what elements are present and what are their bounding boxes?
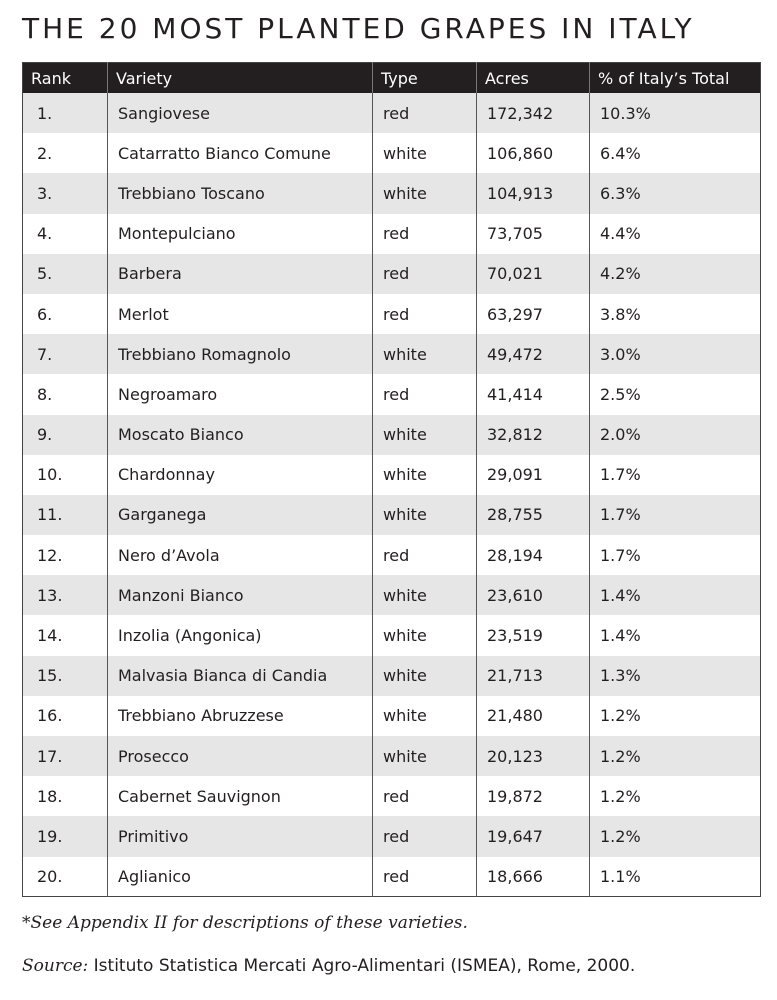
cell-type: white — [373, 133, 477, 173]
cell-variety: Prosecco — [108, 736, 373, 776]
cell-variety: Montepulciano — [108, 214, 373, 254]
cell-rank: 17. — [23, 736, 108, 776]
cell-percent: 1.4% — [590, 575, 761, 615]
cell-percent: 6.4% — [590, 133, 761, 173]
cell-percent: 6.3% — [590, 173, 761, 213]
cell-type: white — [373, 736, 477, 776]
header-variety: Variety — [108, 63, 373, 94]
cell-rank: 6. — [37, 304, 53, 324]
cell-rank: 16. — [37, 706, 63, 726]
cell-rank: 7. — [23, 334, 108, 374]
cell-percent: 1.2% — [590, 816, 761, 856]
header-type: Type — [373, 63, 477, 94]
cell-type: white — [373, 696, 477, 736]
cell-acres: 18,666 — [477, 857, 590, 897]
cell-rank: 11. — [23, 495, 108, 535]
table-row — [23, 736, 761, 776]
table-row — [23, 214, 761, 254]
cell-rank: 12. — [37, 545, 63, 565]
cell-rank: 3. — [23, 173, 108, 213]
cell-type: white — [373, 495, 477, 535]
cell-acres: 28,194 — [477, 535, 590, 575]
table-row — [23, 133, 761, 173]
cell-variety: Garganega — [108, 495, 373, 535]
cell-percent: 10.3% — [590, 93, 761, 133]
cell-type: white — [373, 173, 477, 213]
cell-acres: 172,342 — [477, 93, 590, 133]
cell-type: red — [373, 857, 477, 897]
cell-acres: 29,091 — [477, 455, 590, 495]
table-row — [23, 615, 761, 655]
cell-rank: 18. — [37, 786, 63, 806]
cell-type: red — [373, 374, 477, 414]
table-row — [23, 776, 761, 816]
grapes-table — [22, 62, 761, 897]
cell-type: white — [373, 334, 477, 374]
cell-type: red — [373, 816, 477, 856]
cell-percent: 1.1% — [590, 857, 761, 897]
cell-acres: 32,812 — [477, 415, 590, 455]
cell-type: white — [373, 415, 477, 455]
table-row — [23, 415, 761, 455]
header-rank: Rank — [23, 63, 108, 94]
cell-type: white — [373, 575, 477, 615]
cell-percent: 1.2% — [590, 776, 761, 816]
cell-type: red — [373, 93, 477, 133]
cell-acres: 23,519 — [477, 615, 590, 655]
cell-type: red — [373, 254, 477, 294]
cell-variety: Moscato Bianco — [108, 415, 373, 455]
cell-variety: Nero d’Avola — [108, 535, 373, 575]
table-row — [23, 455, 761, 495]
table-header-row — [23, 63, 761, 94]
cell-rank: 19. — [23, 816, 108, 856]
cell-acres: 104,913 — [477, 173, 590, 213]
cell-variety: Chardonnay — [108, 455, 373, 495]
table-row — [23, 294, 761, 334]
cell-percent: 1.7% — [590, 455, 761, 495]
cell-percent: 3.8% — [590, 294, 761, 334]
cell-rank: 9. — [23, 415, 108, 455]
cell-acres: 20,123 — [477, 736, 590, 776]
cell-type: red — [373, 535, 477, 575]
cell-type: red — [373, 214, 477, 254]
cell-percent: 2.0% — [590, 415, 761, 455]
cell-acres: 21,713 — [477, 656, 590, 696]
cell-rank: 15. — [23, 656, 108, 696]
cell-variety: Trebbiano Romagnolo — [108, 334, 373, 374]
cell-rank: 8. — [37, 384, 53, 404]
table-body — [23, 93, 761, 897]
source-text: Istituto Statistica Mercati Agro-Alimentari (ISMEA), Rome, 2000. — [88, 956, 636, 976]
cell-variety: Malvasia Bianca di Candia — [108, 656, 373, 696]
cell-acres: 63,297 — [477, 294, 590, 334]
cell-acres: 23,610 — [477, 575, 590, 615]
cell-rank: 14. — [37, 626, 63, 646]
cell-variety: Merlot — [108, 294, 373, 334]
table-row — [23, 857, 761, 897]
cell-acres: 106,860 — [477, 133, 590, 173]
source-line — [22, 956, 635, 976]
cell-variety: Inzolia (Angonica) — [108, 615, 373, 655]
cell-variety: Sangiovese — [108, 93, 373, 133]
cell-percent: 1.7% — [590, 495, 761, 535]
cell-acres: 28,755 — [477, 495, 590, 535]
table-row — [23, 816, 761, 856]
cell-variety: Trebbiano Abruzzese — [108, 696, 373, 736]
cell-rank: 2. — [37, 143, 53, 163]
cell-rank: 5. — [23, 254, 108, 294]
cell-acres: 49,472 — [477, 334, 590, 374]
cell-acres: 73,705 — [477, 214, 590, 254]
cell-percent: 4.4% — [590, 214, 761, 254]
header-acres: Acres — [477, 63, 590, 94]
cell-rank: 4. — [37, 224, 53, 244]
table-row — [23, 254, 761, 294]
cell-variety: Aglianico — [108, 857, 373, 897]
cell-acres: 70,021 — [477, 254, 590, 294]
cell-percent: 1.7% — [590, 535, 761, 575]
table-row — [23, 173, 761, 213]
cell-percent: 1.2% — [590, 696, 761, 736]
cell-variety: Manzoni Bianco — [108, 575, 373, 615]
cell-variety: Primitivo — [108, 816, 373, 856]
cell-rank: 10. — [37, 465, 63, 485]
cell-percent: 1.3% — [590, 656, 761, 696]
cell-rank: 1. — [23, 93, 108, 133]
table-row — [23, 535, 761, 575]
cell-variety: Negroamaro — [108, 374, 373, 414]
cell-rank: 20. — [37, 866, 63, 886]
footnote: *See Appendix II for descriptions of these varieties. — [22, 913, 468, 933]
source-label: Source: — [22, 956, 89, 976]
table-row — [23, 495, 761, 535]
cell-variety: Barbera — [108, 254, 373, 294]
cell-percent: 3.0% — [590, 334, 761, 374]
table-row — [23, 575, 761, 615]
table-row — [23, 334, 761, 374]
cell-type: red — [373, 776, 477, 816]
cell-type: white — [373, 656, 477, 696]
table-row — [23, 696, 761, 736]
cell-percent: 2.5% — [590, 374, 761, 414]
header-percent: % of Italy’s Total — [590, 63, 761, 94]
cell-acres: 19,647 — [477, 816, 590, 856]
table-row — [23, 93, 761, 133]
cell-type: white — [373, 615, 477, 655]
cell-type: red — [373, 294, 477, 334]
cell-acres: 21,480 — [477, 696, 590, 736]
cell-percent: 1.4% — [590, 615, 761, 655]
cell-variety: Catarratto Bianco Comune — [108, 133, 373, 173]
cell-type: white — [373, 455, 477, 495]
page-title: THE 20 MOST PLANTED GRAPES IN ITALY — [22, 12, 695, 45]
cell-percent: 4.2% — [590, 254, 761, 294]
cell-rank: 13. — [23, 575, 108, 615]
cell-percent: 1.2% — [590, 736, 761, 776]
table-row — [23, 656, 761, 696]
cell-variety: Cabernet Sauvignon — [108, 776, 373, 816]
cell-variety: Trebbiano Toscano — [108, 173, 373, 213]
cell-acres: 19,872 — [477, 776, 590, 816]
cell-acres: 41,414 — [477, 374, 590, 414]
table-row — [23, 374, 761, 414]
